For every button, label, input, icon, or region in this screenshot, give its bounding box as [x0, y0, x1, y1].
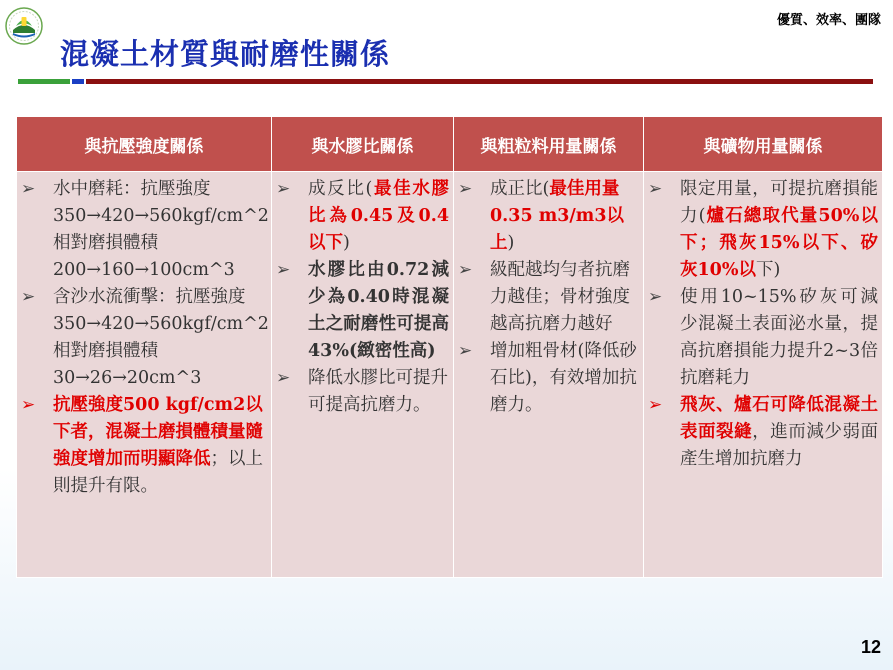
list-item: [274, 365, 449, 419]
agency-logo: [4, 6, 44, 46]
highlight-text: 最佳水膠比為0.45及0.4以下: [308, 179, 450, 253]
list-item: [646, 284, 878, 392]
page-title: 混凝土材質與耐磨性關係: [60, 37, 391, 71]
list-item: [274, 176, 449, 257]
bullet-text: 成反比(: [308, 179, 373, 199]
bullet-arrow-icon: ➢: [458, 341, 473, 361]
column-header: 與粗粒料用量關係: [454, 117, 644, 172]
comparison-table: [16, 116, 883, 578]
bullet-text: 限定用量，可提抗磨損能力(: [680, 179, 878, 226]
bullet-text: 降低水膠比可提升可提高抗磨力。: [308, 368, 448, 415]
column-header: 與水膠比關係: [272, 117, 454, 172]
cell-compressive-strength: [17, 172, 272, 578]
bullet-arrow-icon: ➢: [458, 260, 473, 280]
bullet-text: ): [343, 233, 350, 253]
cell-water-binder-ratio: [272, 172, 454, 578]
list-item: [646, 392, 878, 473]
title-rule-red: [86, 79, 873, 84]
title-rule-green: [18, 79, 70, 84]
bullet-arrow-icon: ➢: [648, 179, 663, 199]
list-item: [19, 392, 267, 500]
list-item: [456, 176, 639, 257]
table-row: [17, 172, 883, 578]
cell-mineral-admixture: [644, 172, 883, 578]
highlight-text: 抗壓強度500 kgf/cm2以下者，混凝土磨損體積量隨強度增加而明顯降低: [53, 395, 263, 469]
tagline: 優質、效率、團隊: [776, 13, 881, 28]
list-item: [274, 257, 449, 365]
highlight-text: 最佳用量0.35 m3/m3以上: [490, 179, 624, 253]
bullet-arrow-icon: ➢: [276, 179, 291, 199]
bullet-text: 下): [755, 260, 781, 280]
bullet-text: ，進而減少弱面產生增加抗磨力: [680, 422, 879, 469]
bullet-text: 級配越均勻者抗磨力越佳；骨材強度越高抗磨力越好: [490, 260, 630, 334]
list-item: [456, 257, 639, 338]
bullet-arrow-icon: ➢: [21, 395, 36, 415]
bullet-arrow-icon: ➢: [648, 287, 663, 307]
bullet-arrow-icon: ➢: [648, 395, 663, 415]
cell-coarse-aggregate: [454, 172, 644, 578]
bullet-text: 水中磨耗：抗壓強度350→420→560kgf/cm^2相對磨損體積200→160→100cm^3: [53, 179, 269, 280]
list-item: [19, 176, 267, 284]
bullet-arrow-icon: ➢: [21, 179, 36, 199]
list-item: [19, 284, 267, 392]
bold-text: 水膠比由0.72減少為0.40時混凝土之耐磨性可提高43%(緻密性高): [308, 260, 449, 361]
column-header: 與抗壓強度關係: [17, 117, 272, 172]
bullet-text: ；以上則提升有限。: [53, 449, 263, 496]
highlight-text: 爐石總取代量50%以下；飛灰15%以下、矽灰10%以: [680, 206, 879, 280]
column-header: 與礦物用量關係: [644, 117, 883, 172]
bullet-arrow-icon: ➢: [21, 287, 36, 307]
bullet-arrow-icon: ➢: [276, 368, 291, 388]
bullet-arrow-icon: ➢: [276, 260, 291, 280]
bullet-text: ): [507, 233, 515, 253]
highlight-text: 飛灰、爐石可降低混凝土表面裂縫: [680, 395, 878, 442]
bullet-text: 增加粗骨材(降低砂石比)，有效增加抗磨力。: [490, 341, 637, 415]
bullet-arrow-icon: ➢: [458, 179, 473, 199]
bullet-text: 含沙水流衝擊：抗壓強度350→420→560kgf/cm^2相對磨損體積30→26→20cm^3: [53, 287, 269, 388]
list-item: [646, 176, 878, 284]
bullet-text: 使用10~15%矽灰可減少混凝土表面泌水量，提高抗磨損能力提升2~3倍抗磨耗力: [680, 287, 878, 388]
page-number: 12: [860, 637, 881, 657]
table-header-row: [17, 117, 883, 172]
list-item: [456, 338, 639, 419]
bullet-text: 成正比(: [490, 179, 550, 199]
title-rule-blue: [72, 79, 84, 84]
